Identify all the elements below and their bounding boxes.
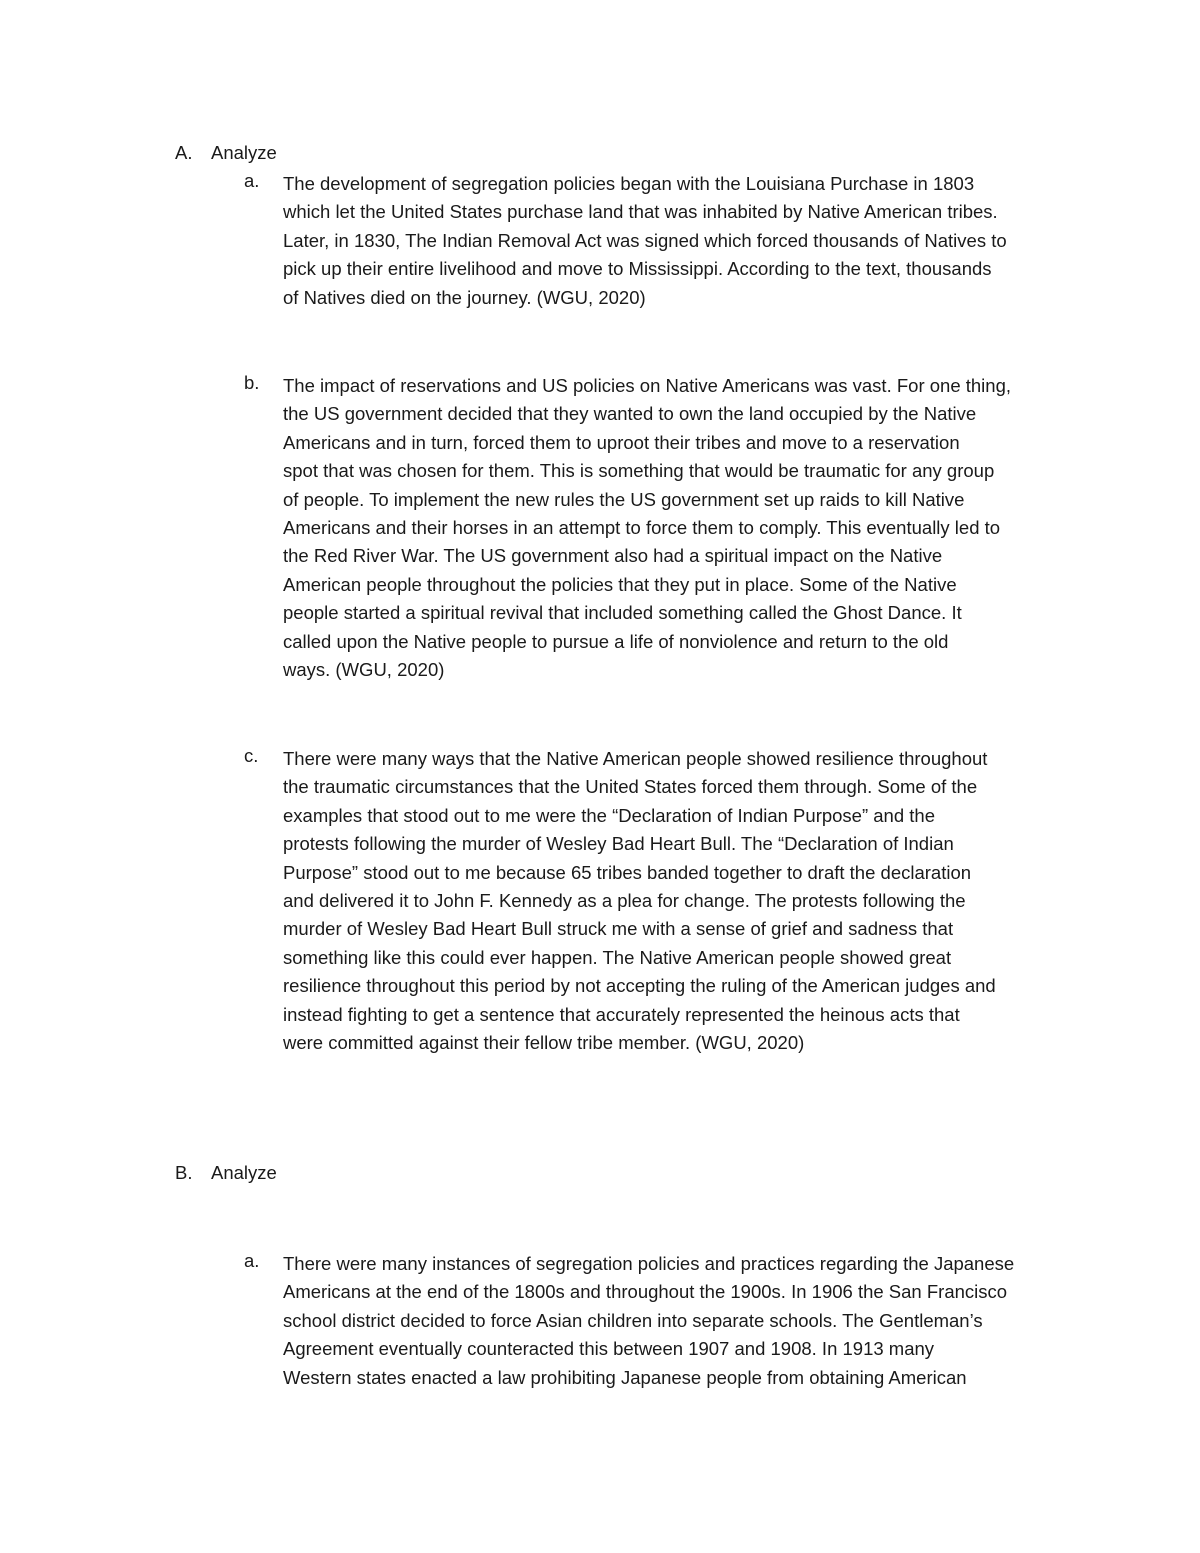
list-label: c.: [244, 745, 259, 766]
paragraph-line: ways. (WGU, 2020): [283, 658, 445, 680]
paragraph-line: examples that stood out to me were the “Declaration of Indian Purpose” and the: [283, 804, 935, 826]
paragraph-line: called upon the Native people to pursue a life of nonviolence and return to the old: [283, 630, 949, 652]
section-a-label: A.: [175, 142, 193, 163]
paragraph-line: Western states enacted a law prohibiting Japanese people from obtaining American: [283, 1366, 967, 1388]
section-b-heading: [175, 1162, 277, 1184]
paragraph-line: Purpose” stood out to me because 65 tribes banded together to draft the declaration: [283, 861, 972, 883]
paragraph-line: of Natives died on the journey. (WGU, 2020): [283, 286, 646, 308]
paragraph-line: The development of segregation policies began with the Louisiana Purchase in 1803: [283, 173, 975, 194]
paragraph-line: Americans at the end of the 1800s and throughout the 1900s. In 1906 the San Francisco: [283, 1281, 1008, 1303]
section-b-title: Analyze: [211, 1162, 277, 1183]
list-label: a.: [244, 170, 260, 191]
paragraph-line: Agreement eventually counteracted this between 1907 and 1908. In 1913 many: [283, 1338, 935, 1360]
paragraph-line: spot that was chosen for them. This is something that would be traumatic for any group: [283, 460, 995, 482]
section-a-heading: [175, 142, 277, 164]
paragraph-line: the US government decided that they wanted to own the land occupied by the Native: [283, 403, 977, 425]
paragraph-line: of people. To implement the new rules the US government set up raids to kill Native: [283, 488, 965, 510]
paragraph-line: protests following the murder of Wesley Bad Heart Bull. The “Declaration of Indian: [283, 833, 954, 855]
paragraph-line: instead fighting to get a sentence that accurately represented the heinous acts that: [283, 1003, 960, 1025]
paragraph-line: There were many ways that the Native American people showed resilience throughout: [283, 748, 988, 769]
paragraph-line: and delivered it to John F. Kennedy as a plea for change. The protests following the: [283, 889, 966, 911]
paragraph-line: The impact of reservations and US policies on Native Americans was vast. For one thing,: [283, 375, 1012, 396]
paragraph-line: Americans and in turn, forced them to uproot their tribes and move to a reservation: [283, 431, 960, 453]
paragraph: [283, 372, 1073, 684]
paragraph-line: something like this could ever happen. The Native American people showed great: [283, 946, 952, 968]
paragraph-line: murder of Wesley Bad Heart Bull struck me with a sense of grief and sadness that: [283, 918, 954, 940]
paragraph-line: people started a spiritual revival that included something called the Ghost Dance. It: [283, 602, 962, 624]
paragraph-line: American people throughout the policies that they put in place. Some of the Native: [283, 573, 957, 595]
list-label: b.: [244, 372, 260, 393]
paragraph-line: Americans and their horses in an attempt to force them to comply. This eventually led to: [283, 516, 1001, 538]
section-b-label: B.: [175, 1162, 193, 1183]
paragraph: [283, 745, 1073, 1057]
paragraph-line: school district decided to force Asian children into separate schools. The Gentleman’s: [283, 1309, 983, 1331]
paragraph-line: Later, in 1830, The Indian Removal Act was signed which forced thousands of Natives to: [283, 229, 1007, 251]
paragraph: [283, 1250, 1073, 1392]
paragraph: [283, 170, 1073, 312]
paragraph-line: resilience throughout this period by not accepting the ruling of the American judges and: [283, 975, 996, 997]
paragraph-line: were committed against their fellow tribe member. (WGU, 2020): [283, 1031, 805, 1053]
paragraph-line: the traumatic circumstances that the United States forced them through. Some of the: [283, 776, 978, 798]
paragraph-line: which let the United States purchase land that was inhabited by Native American tribes.: [283, 201, 998, 223]
list-label: a.: [244, 1250, 260, 1271]
paragraph-line: pick up their entire livelihood and move to Mississippi. According to the text, thousands: [283, 258, 992, 280]
paragraph-line: the Red River War. The US government also had a spiritual impact on the Native: [283, 545, 943, 567]
section-a-title: Analyze: [211, 142, 277, 163]
paragraph-line: There were many instances of segregation policies and practices regarding the Japanese: [283, 1253, 1015, 1274]
